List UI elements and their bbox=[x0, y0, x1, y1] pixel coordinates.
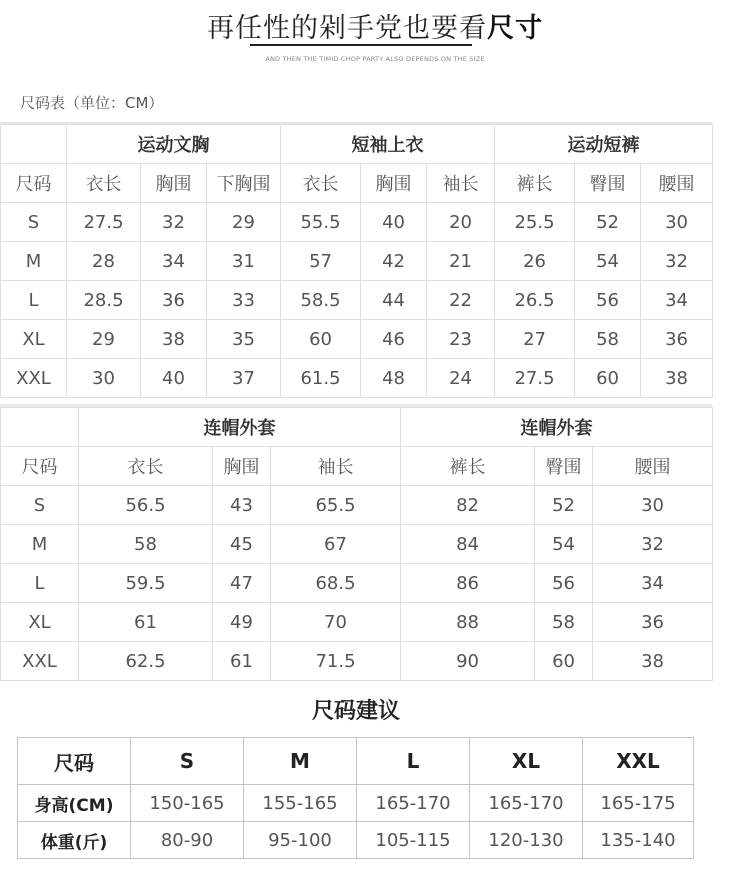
value-cell: 27.5 bbox=[495, 359, 575, 398]
unit-label: 尺码表（单位：CM） bbox=[20, 94, 164, 112]
value-cell: 33 bbox=[207, 281, 281, 320]
value-cell: 62.5 bbox=[79, 642, 213, 681]
table-row bbox=[1, 603, 713, 642]
value-cell: 56.5 bbox=[79, 486, 213, 525]
column-header: 尺码 bbox=[1, 447, 79, 486]
suggestion-value: 105-115 bbox=[357, 822, 470, 859]
value-cell: 36 bbox=[641, 320, 713, 359]
value-cell: 36 bbox=[141, 281, 207, 320]
value-cell: 44 bbox=[361, 281, 427, 320]
value-cell: 42 bbox=[361, 242, 427, 281]
value-cell: 49 bbox=[213, 603, 271, 642]
group-header: 短袖上衣 bbox=[281, 125, 495, 164]
value-cell: 36 bbox=[593, 603, 713, 642]
value-cell: 21 bbox=[427, 242, 495, 281]
value-cell: 65.5 bbox=[271, 486, 401, 525]
suggestion-header-row bbox=[18, 738, 694, 785]
size-cell: XL bbox=[1, 603, 79, 642]
column-header: 臀围 bbox=[575, 164, 641, 203]
value-cell: 61.5 bbox=[281, 359, 361, 398]
suggestion-header-cell: M bbox=[244, 738, 357, 785]
table-row bbox=[1, 564, 713, 603]
value-cell: 40 bbox=[141, 359, 207, 398]
value-cell: 34 bbox=[141, 242, 207, 281]
table-row bbox=[1, 642, 713, 681]
suggestion-value: 165-170 bbox=[357, 785, 470, 822]
value-cell: 30 bbox=[67, 359, 141, 398]
suggestion-header-cell: 尺码 bbox=[18, 738, 131, 785]
value-cell: 60 bbox=[535, 642, 593, 681]
value-cell: 26 bbox=[495, 242, 575, 281]
suggestion-value: 80-90 bbox=[131, 822, 244, 859]
suggestion-title: 尺码建议 bbox=[311, 699, 400, 724]
value-cell: 43 bbox=[213, 486, 271, 525]
suggestion-value: 165-170 bbox=[470, 785, 583, 822]
value-cell: 37 bbox=[207, 359, 281, 398]
group-header: 连帽外套 bbox=[401, 408, 713, 447]
value-cell: 52 bbox=[535, 486, 593, 525]
value-cell: 32 bbox=[641, 242, 713, 281]
suggestion-label: 身高(CM) bbox=[18, 785, 131, 822]
value-cell: 54 bbox=[575, 242, 641, 281]
value-cell: 58.5 bbox=[281, 281, 361, 320]
suggestion-value: 95-100 bbox=[244, 822, 357, 859]
value-cell: 30 bbox=[593, 486, 713, 525]
corner-cell bbox=[1, 125, 67, 164]
title-underline bbox=[250, 44, 472, 46]
value-cell: 28 bbox=[67, 242, 141, 281]
value-cell: 20 bbox=[427, 203, 495, 242]
suggestion-header-cell: S bbox=[131, 738, 244, 785]
value-cell: 70 bbox=[271, 603, 401, 642]
column-header: 腰围 bbox=[641, 164, 713, 203]
column-header: 衣长 bbox=[79, 447, 213, 486]
table-row bbox=[1, 281, 713, 320]
table-row bbox=[1, 242, 713, 281]
value-cell: 67 bbox=[271, 525, 401, 564]
value-cell: 26.5 bbox=[495, 281, 575, 320]
value-cell: 56 bbox=[535, 564, 593, 603]
value-cell: 59.5 bbox=[79, 564, 213, 603]
value-cell: 40 bbox=[361, 203, 427, 242]
column-header: 腰围 bbox=[593, 447, 713, 486]
value-cell: 34 bbox=[593, 564, 713, 603]
value-cell: 32 bbox=[141, 203, 207, 242]
value-cell: 23 bbox=[427, 320, 495, 359]
value-cell: 27.5 bbox=[67, 203, 141, 242]
value-cell: 22 bbox=[427, 281, 495, 320]
value-cell: 84 bbox=[401, 525, 535, 564]
value-cell: 27 bbox=[495, 320, 575, 359]
corner-cell bbox=[1, 408, 79, 447]
group-header: 运动文胸 bbox=[67, 125, 281, 164]
size-cell: L bbox=[1, 281, 67, 320]
value-cell: 38 bbox=[141, 320, 207, 359]
value-cell: 47 bbox=[213, 564, 271, 603]
value-cell: 29 bbox=[67, 320, 141, 359]
suggestion-header-cell: XXL bbox=[583, 738, 694, 785]
value-cell: 30 bbox=[641, 203, 713, 242]
title-bold: 尺寸 bbox=[487, 13, 543, 44]
value-cell: 28.5 bbox=[67, 281, 141, 320]
value-cell: 60 bbox=[575, 359, 641, 398]
value-cell: 48 bbox=[361, 359, 427, 398]
value-cell: 54 bbox=[535, 525, 593, 564]
suggestion-value: 135-140 bbox=[583, 822, 694, 859]
value-cell: 46 bbox=[361, 320, 427, 359]
group-header: 运动短裤 bbox=[495, 125, 713, 164]
value-cell: 55.5 bbox=[281, 203, 361, 242]
value-cell: 24 bbox=[427, 359, 495, 398]
suggestion-value: 150-165 bbox=[131, 785, 244, 822]
suggestion-value: 120-130 bbox=[470, 822, 583, 859]
size-cell: S bbox=[1, 486, 79, 525]
suggestion-header-cell: L bbox=[357, 738, 470, 785]
value-cell: 60 bbox=[281, 320, 361, 359]
size-suggestion-table bbox=[17, 737, 694, 859]
table-row bbox=[1, 486, 713, 525]
column-header: 下胸围 bbox=[207, 164, 281, 203]
column-header: 衣长 bbox=[67, 164, 141, 203]
value-cell: 58 bbox=[535, 603, 593, 642]
size-cell: M bbox=[1, 242, 67, 281]
value-cell: 58 bbox=[575, 320, 641, 359]
value-cell: 34 bbox=[641, 281, 713, 320]
value-cell: 57 bbox=[281, 242, 361, 281]
column-header: 袖长 bbox=[427, 164, 495, 203]
suggestion-value: 155-165 bbox=[244, 785, 357, 822]
value-cell: 45 bbox=[213, 525, 271, 564]
value-cell: 52 bbox=[575, 203, 641, 242]
table-row bbox=[1, 320, 713, 359]
value-cell: 71.5 bbox=[271, 642, 401, 681]
column-header: 臀围 bbox=[535, 447, 593, 486]
column-header: 袖长 bbox=[271, 447, 401, 486]
suggestion-header-cell: XL bbox=[470, 738, 583, 785]
value-cell: 32 bbox=[593, 525, 713, 564]
column-header: 胸围 bbox=[213, 447, 271, 486]
value-cell: 68.5 bbox=[271, 564, 401, 603]
column-header: 胸围 bbox=[141, 164, 207, 203]
suggestion-row bbox=[18, 785, 694, 822]
value-cell: 58 bbox=[79, 525, 213, 564]
group-header-row bbox=[1, 408, 713, 447]
page-subtitle: AND THEN THE TIMID CHOP PARTY ALSO DEPENDS ON THE SIZE bbox=[265, 55, 485, 63]
table-row bbox=[1, 203, 713, 242]
value-cell: 61 bbox=[213, 642, 271, 681]
value-cell: 31 bbox=[207, 242, 281, 281]
suggestion-row bbox=[18, 822, 694, 859]
value-cell: 35 bbox=[207, 320, 281, 359]
value-cell: 82 bbox=[401, 486, 535, 525]
title-normal: 再任性的剁手党也要看 bbox=[207, 13, 487, 44]
value-cell: 90 bbox=[401, 642, 535, 681]
table-row bbox=[1, 359, 713, 398]
value-cell: 86 bbox=[401, 564, 535, 603]
page-title bbox=[0, 6, 750, 45]
value-cell: 38 bbox=[593, 642, 713, 681]
column-header: 尺码 bbox=[1, 164, 67, 203]
size-cell: L bbox=[1, 564, 79, 603]
size-cell: S bbox=[1, 203, 67, 242]
size-cell: XXL bbox=[1, 359, 67, 398]
column-header: 衣长 bbox=[281, 164, 361, 203]
value-cell: 88 bbox=[401, 603, 535, 642]
table-row bbox=[1, 525, 713, 564]
column-header: 胸围 bbox=[361, 164, 427, 203]
suggestion-label: 体重(斤) bbox=[18, 822, 131, 859]
column-header-row bbox=[1, 164, 713, 203]
size-table-2 bbox=[0, 407, 713, 681]
group-header-row bbox=[1, 125, 713, 164]
column-header: 裤长 bbox=[495, 164, 575, 203]
suggestion-value: 165-175 bbox=[583, 785, 694, 822]
size-cell: M bbox=[1, 525, 79, 564]
value-cell: 25.5 bbox=[495, 203, 575, 242]
value-cell: 61 bbox=[79, 603, 213, 642]
value-cell: 56 bbox=[575, 281, 641, 320]
size-cell: XL bbox=[1, 320, 67, 359]
column-header-row bbox=[1, 447, 713, 486]
size-cell: XXL bbox=[1, 642, 79, 681]
group-header: 连帽外套 bbox=[79, 408, 401, 447]
size-table-1 bbox=[0, 124, 713, 398]
column-header: 裤长 bbox=[401, 447, 535, 486]
value-cell: 29 bbox=[207, 203, 281, 242]
value-cell: 38 bbox=[641, 359, 713, 398]
